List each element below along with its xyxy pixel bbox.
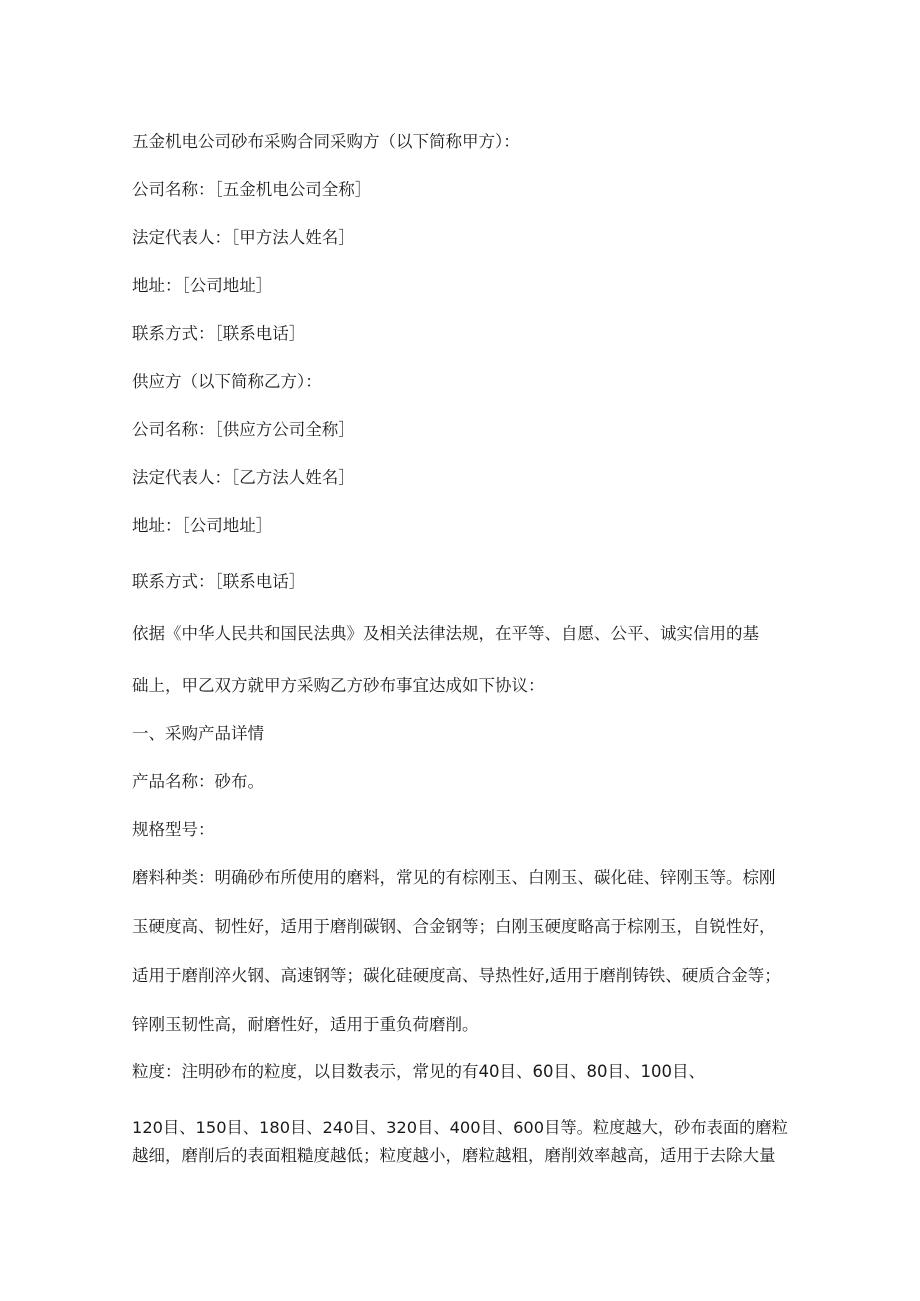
party-b-address: 地址：［公司地址］	[132, 516, 273, 535]
party-a-address: 地址：［公司地址］	[132, 276, 273, 295]
grit-size-line-1: 粒度：注明砂布的粒度，以目数表示，常见的有40目、60目、80目、100目、	[132, 1062, 705, 1081]
party-a-contact: 联系方式：［联系电话］	[132, 324, 306, 343]
grit-size-line-3: 越细，磨削后的表面粗糙度越低；粒度越小，磨粒越粗，磨削效率越高，适用于去除大量	[132, 1146, 776, 1165]
party-b-contact: 联系方式：［联系电话］	[132, 572, 306, 591]
party-b-legal-representative: 法定代表人：［乙方法人姓名］	[132, 468, 355, 487]
party-a-company-name: 公司名称：［五金机电公司全称］	[132, 180, 372, 199]
specification-heading: 规格型号：	[132, 820, 215, 839]
preamble-line-1: 依据《中华人民共和国民法典》及相关法律法规，在平等、自愿、公平、诚实信用的基	[132, 624, 759, 643]
party-b-company-name: 公司名称：［供应方公司全称］	[132, 420, 355, 439]
party-b-heading: 供应方（以下简称乙方）：	[132, 372, 322, 391]
grit-size-line-2: 120目、150目、180目、240目、320目、400目、600目等。粒度越大，砂布表面的磨粒	[132, 1118, 788, 1137]
abrasive-type-line-4: 锌刚玉韧性高，耐磨性好，适用于重负荷磨削。	[132, 1015, 479, 1034]
product-name-line: 产品名称：砂布。	[132, 772, 264, 791]
abrasive-type-line-3: 适用于磨削淬火钢、高速钢等；碳化硅硬度高、导热性好,适用于磨削铸铁、硬质合金等；	[132, 966, 781, 985]
abrasive-type-line-1: 磨料种类：明确砂布所使用的磨料，常见的有棕刚玉、白刚玉、碳化硅、锌刚玉等。棕刚	[132, 868, 776, 887]
section-heading-product-details: 一、采购产品详情	[132, 724, 264, 743]
contract-title-line: 五金机电公司砂布采购合同采购方（以下简称甲方）：	[132, 132, 520, 151]
abrasive-type-line-2: 玉硬度高、韧性好，适用于磨削碳钢、合金钢等；白刚玉硬度略高于棕刚玉，自锐性好，	[132, 917, 776, 936]
preamble-line-2: 础上，甲乙双方就甲方采购乙方砂布事宜达成如下协议：	[132, 676, 545, 695]
party-a-legal-representative: 法定代表人：［甲方法人姓名］	[132, 228, 355, 247]
